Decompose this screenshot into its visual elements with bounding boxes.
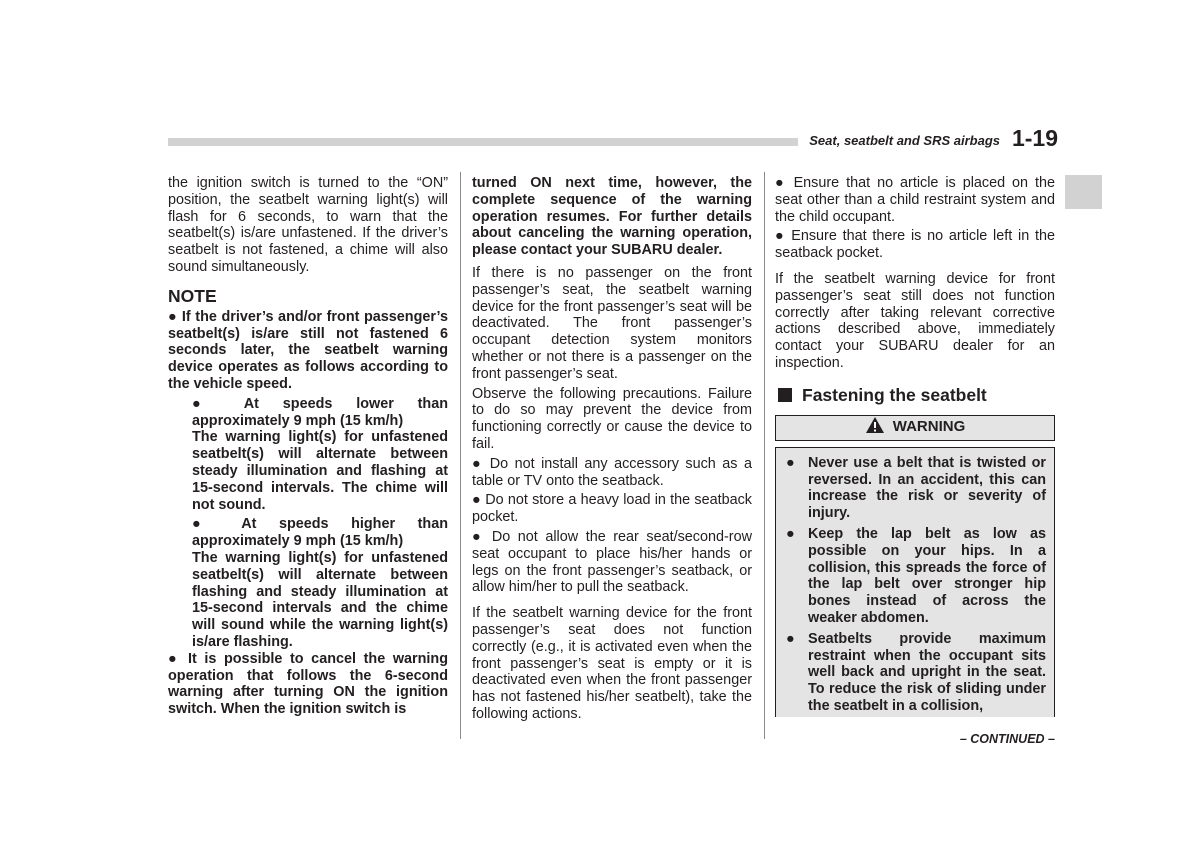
text-column-2 <box>472 175 752 723</box>
bullet-icon: ● <box>786 630 795 647</box>
note-item: ● It is possible to cancel the warning operation that follows the 6-second warning after turning ON the ignition switch. When the ignition switch is <box>168 650 448 718</box>
intro-paragraph: the ignition switch is turned to the “ON” position, the seatbelt warning light(s) will flash for 6 seconds, to warn that the seatbelt(s) is/are unfastened. If the driver’s seatbelt is not fastened, a chime will also sound simultaneously. <box>168 175 448 275</box>
bullet-item: ● Do not allow the rear seat/second-row seat occupant to place his/her hands or legs on the front passenger’s seatback, or allow him/her to pull the seatback. <box>472 528 752 596</box>
bullet-item: ● Do not store a heavy load in the seatback pocket. <box>472 492 752 526</box>
bullet-icon: ● <box>786 454 795 471</box>
note-subitem-title: ● At speeds higher than approximately 9 mph (15 km/h) <box>192 516 448 550</box>
column-divider <box>764 172 765 739</box>
header-rule <box>168 138 798 146</box>
warning-item <box>784 631 1046 715</box>
body-paragraph: Observe the following precautions. Failure to do so may prevent the device from functioning correctly or cause the device to fail. <box>472 385 752 452</box>
warning-box <box>775 447 1055 717</box>
warning-item-text: Never use a belt that is twisted or reversed. In an accident, this can increase the risk or severity of injury. <box>808 454 1046 522</box>
note-subitem-body: The warning light(s) for unfastened seatbelt(s) will alternate between steady illumination and flashing at 15-second intervals. The chime will not sound. <box>192 429 448 513</box>
warning-triangle-icon <box>865 416 885 439</box>
warning-item <box>784 526 1046 627</box>
warning-item-text: Keep the lap belt as low as possible on your hips. In a collision, this spreads the force of the lap belt over stronger hip bones instead of across the weaker abdomen. <box>808 525 1046 626</box>
body-paragraph: If the seatbelt warning device for the front passenger’s seat does not function correctly (e.g., it is activated even when the front passenger’s seat is empty or it is deactivated even when the front passenger has not fastened his/her seatbelt), take the following actions. <box>472 605 752 722</box>
text-column-3 <box>775 175 1055 717</box>
bullet-icon: ● <box>786 525 795 542</box>
body-paragraph: If the seatbelt warning device for front passenger’s seat still does not function correctly after taking relevant corrective actions described above, immediately contact your SUBARU dealer for an inspection. <box>775 270 1055 371</box>
note-heading: NOTE <box>168 285 217 306</box>
warning-item <box>784 455 1046 522</box>
bullet-item: ● Do not install any accessory such as a table or TV onto the seatback. <box>472 455 752 489</box>
warning-item-text: Seatbelts provide maximum restraint when the occupant sits well back and upright in the seat. To reduce the risk of sliding under the seatbelt in a collision, <box>808 630 1046 714</box>
section-heading <box>775 385 1055 405</box>
page-number: 1-19 <box>1011 125 1058 151</box>
chapter-side-tab <box>1065 175 1102 209</box>
bullet-item: ● Ensure that no article is placed on the seat other than a child restraint system and the child occupant. <box>775 175 1055 225</box>
note-subitem-title: ● At speeds lower than approximately 9 mph (15 km/h) <box>192 395 448 429</box>
warning-header <box>775 415 1055 441</box>
chapter-title: Seat, seatbelt and SRS airbags <box>809 133 1000 148</box>
note-item: ● If the driver’s and/or front passenger’s seatbelt(s) is/are still not fastened 6 seconds later, the seatbelt warning device operates as follows according to the vehicle speed. <box>168 308 448 392</box>
bullet-item: ● Ensure that there is no article left in the seatback pocket. <box>775 228 1055 262</box>
section-square-icon <box>778 388 792 402</box>
note-continuation: turned ON next time, however, the complete sequence of the warning operation resumes. For further details about canceling the warning operation, please contact your SUBARU dealer. <box>472 175 752 259</box>
column-divider <box>460 172 461 739</box>
continued-label: – CONTINUED – <box>959 732 1055 746</box>
body-paragraph: If there is no passenger on the front passenger’s seat, the seatbelt warning device for the front passenger’s seat will be deactivated. The front passenger’s occupant detection system monitors whether or not there is a passenger on the front passenger’s seat. <box>472 264 752 382</box>
warning-label: WARNING <box>892 418 966 436</box>
section-heading-text: Fastening the seatbelt <box>802 384 987 405</box>
note-subitem-body: The warning light(s) for unfastened seatbelt(s) will alternate between flashing and steady illumination at 15-second intervals and the chime will sound while the warning light(s) is/are flashing. <box>192 549 448 650</box>
text-column-1 <box>168 175 448 718</box>
